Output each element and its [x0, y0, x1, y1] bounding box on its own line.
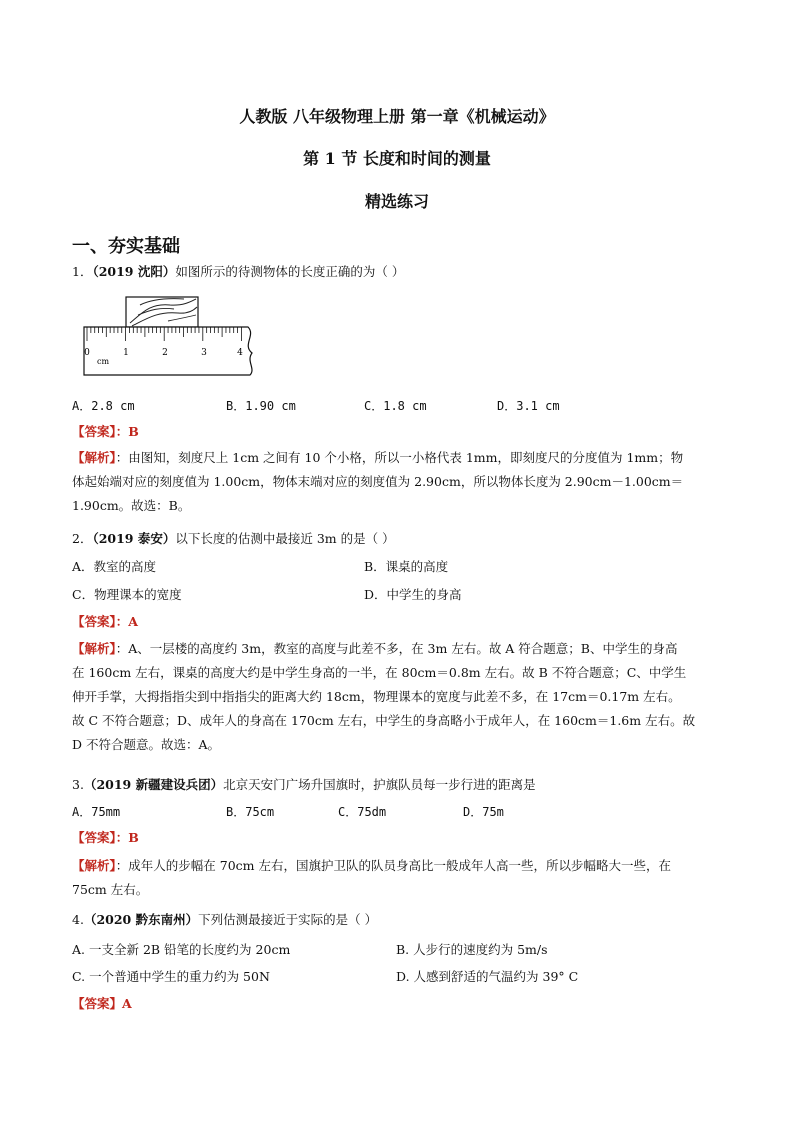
measured-object [126, 297, 198, 327]
analysis-label: 【解析】 [72, 858, 116, 873]
q2-analysis-line: 故 C 不符合题意；D、成年人的身高在 170cm 左右，中学生的身高略小于成年人，在 160cm＝1.6m 左右。故 [72, 713, 696, 728]
q2-text: 以下长度的估测中最接近 3m 的是（ ） [175, 531, 395, 546]
q3-analysis-line: 【解析】：成年人的步幅在 70cm 左右，国旗护卫队的队员身高比一般成年人高一些，所以步幅略大一些，在 [72, 858, 671, 873]
q2-answer-value: ：A [115, 614, 138, 629]
q1-answer [72, 423, 139, 441]
ruler-label-2: 2 [162, 348, 168, 358]
ruler-body [84, 327, 252, 375]
q1-analysis-line: 体起始端对应的刻度值为 1.00cm，物体末端对应的刻度值为 2.90cm，所以物体长度为 2.90cm－1.00cm＝ [72, 474, 684, 489]
q1-number: 1． [72, 264, 93, 279]
q3-stem [72, 776, 536, 794]
q1-source: （2019 沈阳） [92, 264, 176, 279]
q2-analysis-line: 【解析】：A、一层楼的高度约 3m，教室的高度与此差不多，在 3m 左右。故 A 符合题意；B、中学生的身高 [72, 641, 678, 656]
q4-source: （2020 黔东南州） [83, 912, 199, 927]
q4-answer-value: A [122, 996, 132, 1011]
q1-option-d: D．3.1 cm [497, 399, 560, 413]
q2-analysis-line: 伸开手掌，大拇指指尖到中指指尖的距离大约 18cm，物理课本的宽度与此差不多，在 17cm＝0.17m 左右。 [72, 689, 681, 704]
q2-option-d: D．中学生的身高 [364, 587, 462, 602]
q4-option-b: B. 人步行的速度约为 5m/s [396, 942, 548, 957]
q2-source: （2019 泰安） [92, 531, 176, 546]
q4-option-a: A. 一支全新 2B 铅笔的长度约为 20cm [72, 942, 291, 957]
ruler-label-1: 1 [123, 348, 129, 358]
analysis-label: 【解析】 [72, 450, 116, 465]
q3-answer-value: ：B [115, 830, 139, 845]
q2-analysis-line: 在 160cm 左右，课桌的高度大约是中学生身高的一半，在 80cm＝0.8m 左右。故 B 不符合题意；C、中学生 [72, 665, 687, 680]
q2-number: 2． [72, 531, 93, 546]
q1-answer-value: ：B [115, 424, 139, 439]
q4-answer [72, 995, 132, 1013]
q3-source: （2019 新疆建设兵团） [83, 777, 224, 792]
ruler-unit: cm [97, 357, 110, 366]
answer-label: 【答案】 [72, 830, 116, 845]
q2-answer [72, 613, 138, 631]
q2-analysis-line: D 不符合题意。故选：A。 [72, 737, 221, 752]
q3-option-a: A．75mm [72, 805, 121, 819]
answer-label: 【答案】 [72, 614, 116, 629]
q2-stem [72, 530, 395, 548]
q2-analysis [72, 637, 722, 757]
q1-analysis-line: 1.90cm。故选：B。 [72, 498, 191, 513]
q1-option-b: B．1.90 cm [226, 399, 296, 413]
q4-text: 下列估测最接近于实际的是（ ） [198, 912, 378, 927]
section-title: 第 1 节 长度和时间的测量 [303, 149, 491, 168]
q1-option-c: C．1.8 cm [364, 399, 427, 413]
q1-analysis [72, 446, 722, 518]
q2-option-a: A．教室的高度 [72, 559, 157, 574]
ruler-figure [80, 293, 265, 379]
q3-analysis [72, 854, 722, 902]
q3-option-b: B．75cm [226, 805, 275, 819]
section-heading: 一、夯实基础 [72, 236, 180, 257]
q1-text: 如图所示的待测物体的长度正确的为（ ） [175, 264, 405, 279]
q1-option-a: A．2.8 cm [72, 399, 135, 413]
analysis-label: 【解析】 [72, 641, 116, 656]
q3-analysis-line: 75cm 左右。 [72, 882, 149, 897]
q3-number: 3. [72, 777, 84, 792]
q3-answer [72, 829, 139, 847]
answer-label: 【答案】 [72, 996, 123, 1011]
document-subtitle: 精选练习 [364, 192, 429, 211]
ruler-label-3: 3 [201, 348, 207, 358]
answer-label: 【答案】 [72, 424, 116, 439]
ruler-label-4: 4 [237, 348, 243, 358]
q1-analysis-line: 【解析】：由图知，刻度尺上 1cm 之间有 10 个小格，所以一小格代表 1mm，即刻度尺的分度值为 1mm；物 [72, 450, 684, 465]
ruler-label-0: 0 [84, 348, 90, 358]
q4-option-d: D. 人感到舒适的气温约为 39° C [396, 969, 579, 984]
document-title: 人教版 八年级物理上册 第一章《机械运动》 [239, 107, 555, 126]
q4-option-c: C. 一个普通中学生的重力约为 50N [72, 969, 270, 984]
q3-option-d: D．75m [463, 805, 504, 819]
q3-text: 北京天安门广场升国旗时，护旗队员每一步行进的距离是 [223, 777, 536, 792]
q4-number: 4. [72, 912, 84, 927]
q1-stem [72, 263, 404, 281]
q3-option-c: C．75dm [338, 805, 387, 819]
q2-option-b: B．课桌的高度 [364, 559, 449, 574]
q2-option-c: C．物理课本的宽度 [72, 587, 182, 602]
q4-stem [72, 911, 377, 929]
